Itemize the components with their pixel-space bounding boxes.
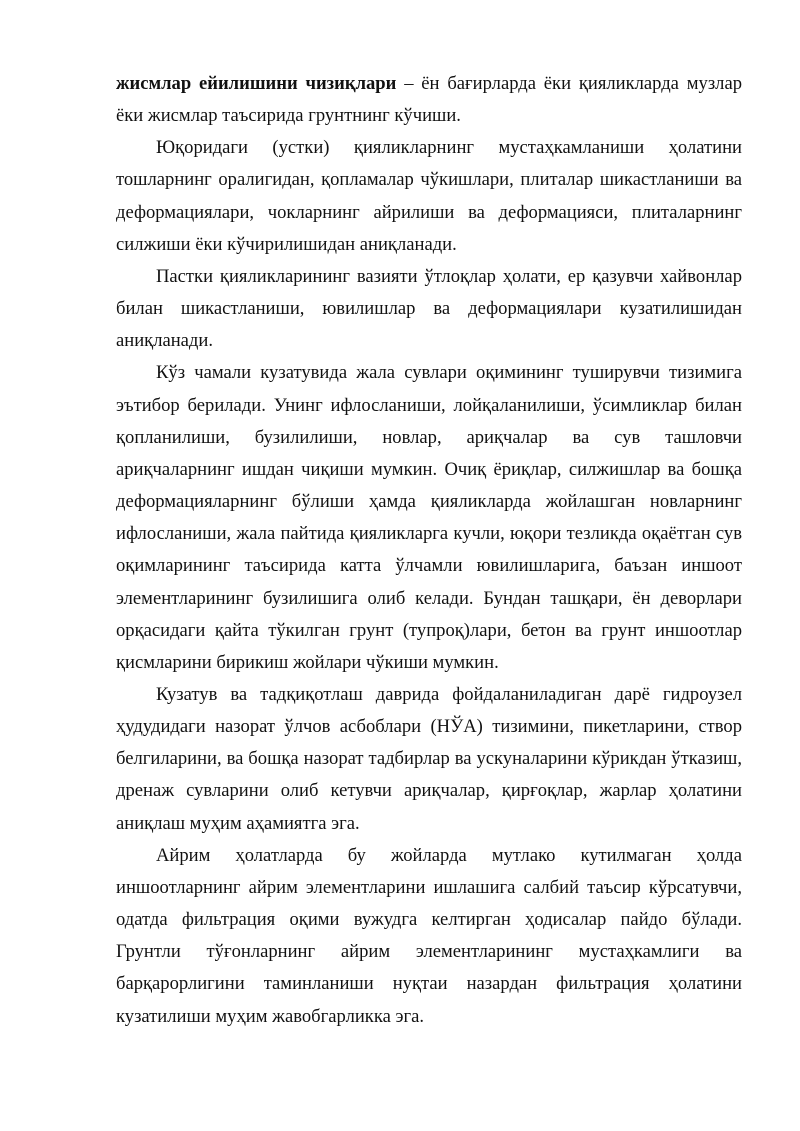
- term-bold: жисмлар ейилишини чизиқлари: [116, 73, 397, 94]
- paragraph-intro: [116, 68, 742, 132]
- paragraph-upper-slopes: Юқоридаги (устки) қияликларнинг мустаҳкамланиши ҳолатини тошларнинг оралигидан, қопламалар чўкишлари, плиталар шикастланиши ва деформациялари, чокларнинг айрилиши ва деформацияси, плиталарнинг силжиши ёки кўчирилишидан аниқланади.: [116, 137, 742, 255]
- paragraph-intro-text: – ён бағирларда ёки қияликларда музлар ёки жисмлар таъсирида грунтнинг кўчиши.: [116, 73, 742, 127]
- document-page: [116, 68, 742, 1033]
- paragraph-lower-slopes: Пастки қияликларининг вазияти ўтлоқлар ҳолати, ер қазувчи хайвонлар билан шикастланиши, ювилишлар ва деформациялари кузатилишидан аниқланади.: [116, 265, 742, 352]
- paragraph-monitoring-instruments: Кузатув ва тадқиқотлаш даврида фойдаланиладиган дарё гидроузел ҳудудидаги назорат ўлчов асбоблари (НЎА) тизимини, пикетларини, створ белгиларини, ва бошқа назорат тадбирлар ва ускуналарини кўрикдан ўтказиш, дренаж сувларини олиб кетувчи ариқчалар, қирғоқлар, жарлар ҳолатини аниқлаш муҳим аҳамиятга эга.: [116, 683, 742, 834]
- paragraph-visual-inspection: Кўз чамали кузатувида жала сувлари оқимининг туширувчи тизимига эътибор берилади. Унинг ифлосланиши, лойқаланилиши, ўсимликлар билан қопланилиши, бузилилиши, новлар, ариқчалар ва сув ташловчи ариқчаларнинг ишдан чиқиши мумкин. Очиқ ёриқлар, силжишлар ва бошқа деформацияларнинг бўлиши ҳамда қияликларда жойлашган новларнинг ифлосланиши, жала пайтида қияликларга кучли, юқори тезликда оқаётган сув оқимларининг таъсирида катта ўлчамли ювилишларига, баъзан иншоот элементларининг бузилишига олиб келади. Бундан ташқари, ён деворлари орқасидаги қайта тўкилган грунт (тупроқ)лари, бетон ва грунт иншоотлар қисмларини бирикиш жойлари чўкиши мумкин.: [116, 362, 742, 673]
- paragraph-filtration: Айрим ҳолатларда бу жойларда мутлако кутилмаган ҳолда иншоотларнинг айрим элементларини ишлашига салбий таъсир кўрсатувчи, одатда фильтрация оқими вужудга келтирган ҳодисалар пайдо бўлади. Грунтли тўғонларнинг айрим элементларининг мустаҳкамлиги ва барқарорлигини таминланиши нуқтаи назардан фильтрация ҳолатини кузатилиши муҳим жавобгарликка эга.: [116, 844, 742, 1027]
